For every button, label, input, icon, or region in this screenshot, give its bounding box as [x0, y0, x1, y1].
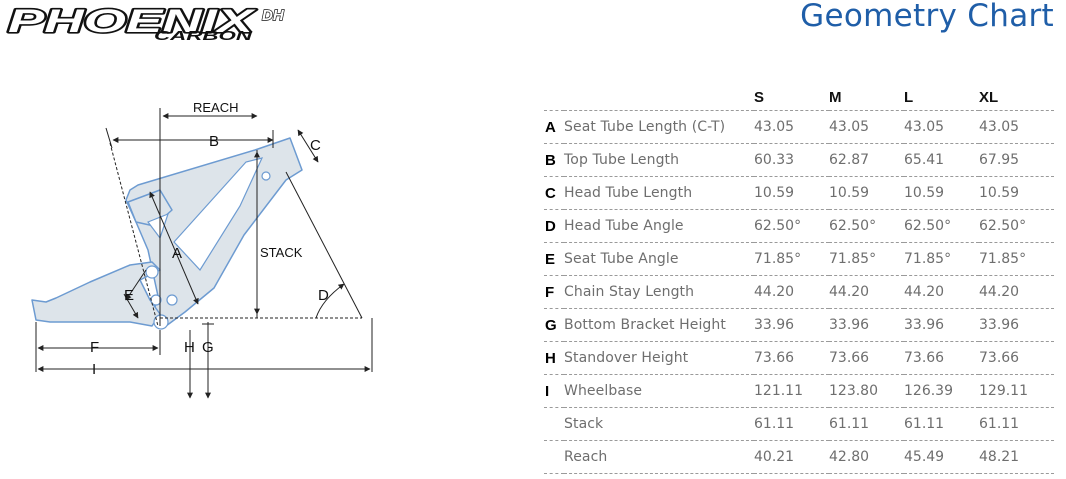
label-stack: STACK	[260, 245, 303, 260]
label-h: H	[184, 339, 195, 356]
row-label: Head Tube Angle	[564, 210, 754, 243]
table-row	[544, 408, 1054, 441]
row-value: 61.11	[829, 408, 904, 441]
row-value: 126.39	[904, 375, 979, 408]
row-label: Wheelbase	[564, 375, 754, 408]
row-code: F	[544, 276, 564, 309]
row-code: I	[544, 375, 564, 408]
label-g: G	[202, 339, 214, 356]
row-label: Top Tube Length	[564, 144, 754, 177]
row-label: Standover Height	[564, 342, 754, 375]
row-code: G	[544, 309, 564, 342]
row-code: A	[544, 111, 564, 144]
row-value: 65.41	[904, 144, 979, 177]
row-label: Chain Stay Length	[564, 276, 754, 309]
row-value: 73.66	[829, 342, 904, 375]
label-e: E	[124, 287, 135, 304]
table-row	[544, 375, 1054, 408]
row-code: D	[544, 210, 564, 243]
label-f: F	[90, 339, 100, 356]
row-value: 44.20	[754, 276, 829, 309]
row-value: 10.59	[829, 177, 904, 210]
row-value: 71.85°	[979, 243, 1054, 276]
row-value: 33.96	[829, 309, 904, 342]
logo-main-text: PHOENIX	[8, 3, 256, 39]
row-value: 71.85°	[904, 243, 979, 276]
row-value: 73.66	[979, 342, 1054, 375]
label-b: B	[209, 133, 220, 150]
row-value: 43.05	[754, 111, 829, 144]
row-value: 43.05	[829, 111, 904, 144]
row-value: 62.50°	[754, 210, 829, 243]
label-i: I	[92, 361, 97, 378]
row-value: 62.50°	[904, 210, 979, 243]
row-label: Seat Tube Length (C-T)	[564, 111, 754, 144]
row-value: 43.05	[979, 111, 1054, 144]
row-value: 71.85°	[829, 243, 904, 276]
row-label: Seat Tube Angle	[564, 243, 754, 276]
table-row	[544, 144, 1054, 177]
row-value: 33.96	[904, 309, 979, 342]
row-value: 10.59	[754, 177, 829, 210]
size-header: S	[754, 88, 765, 106]
row-code: B	[544, 144, 564, 177]
row-value: 61.11	[754, 408, 829, 441]
size-header: XL	[979, 88, 999, 106]
label-d: D	[318, 287, 329, 304]
logo-sub-text: CARBON	[154, 28, 254, 43]
table-row	[544, 210, 1054, 243]
row-code: C	[544, 177, 564, 210]
row-value: 121.11	[754, 375, 829, 408]
label-c: C	[310, 137, 321, 154]
row-value: 44.20	[829, 276, 904, 309]
table-row	[544, 342, 1054, 375]
row-value: 67.95	[979, 144, 1054, 177]
row-value: 10.59	[904, 177, 979, 210]
size-header: L	[904, 88, 914, 106]
size-header: M	[829, 88, 842, 106]
row-value: 44.20	[904, 276, 979, 309]
table-row	[544, 276, 1054, 309]
table-header-row	[544, 84, 1054, 111]
logo-suffix-text: DH	[262, 7, 284, 24]
row-value: 129.11	[979, 375, 1054, 408]
row-value: 71.85°	[754, 243, 829, 276]
row-label: Bottom Bracket Height	[564, 309, 754, 342]
row-value: 123.80	[829, 375, 904, 408]
row-value: 45.49	[904, 441, 979, 474]
row-code: H	[544, 342, 564, 375]
row-value: 61.11	[904, 408, 979, 441]
table-row	[544, 111, 1054, 144]
geometry-table	[544, 84, 1054, 474]
row-value: 33.96	[754, 309, 829, 342]
row-label: Head Tube Length	[564, 177, 754, 210]
table-row	[544, 309, 1054, 342]
row-code	[544, 441, 564, 474]
frame-geometry-diagram	[0, 60, 400, 420]
label-reach: REACH	[193, 100, 239, 115]
row-label: Stack	[564, 408, 754, 441]
row-value: 44.20	[979, 276, 1054, 309]
row-code: E	[544, 243, 564, 276]
table-row	[544, 177, 1054, 210]
row-value: 40.21	[754, 441, 829, 474]
row-value: 73.66	[904, 342, 979, 375]
row-label: Reach	[564, 441, 754, 474]
table-row	[544, 441, 1054, 474]
row-value: 62.87	[829, 144, 904, 177]
row-value: 62.50°	[979, 210, 1054, 243]
row-value: 43.05	[904, 111, 979, 144]
label-a: A	[172, 245, 183, 262]
row-value: 61.11	[979, 408, 1054, 441]
page-title: Geometry Chart	[800, 0, 1054, 34]
row-code	[544, 408, 564, 441]
row-value: 62.50°	[829, 210, 904, 243]
table-row	[544, 243, 1054, 276]
row-value: 33.96	[979, 309, 1054, 342]
row-value: 10.59	[979, 177, 1054, 210]
row-value: 42.80	[829, 441, 904, 474]
row-value: 48.21	[979, 441, 1054, 474]
row-value: 73.66	[754, 342, 829, 375]
row-value: 60.33	[754, 144, 829, 177]
phoenix-logo	[4, 0, 309, 48]
